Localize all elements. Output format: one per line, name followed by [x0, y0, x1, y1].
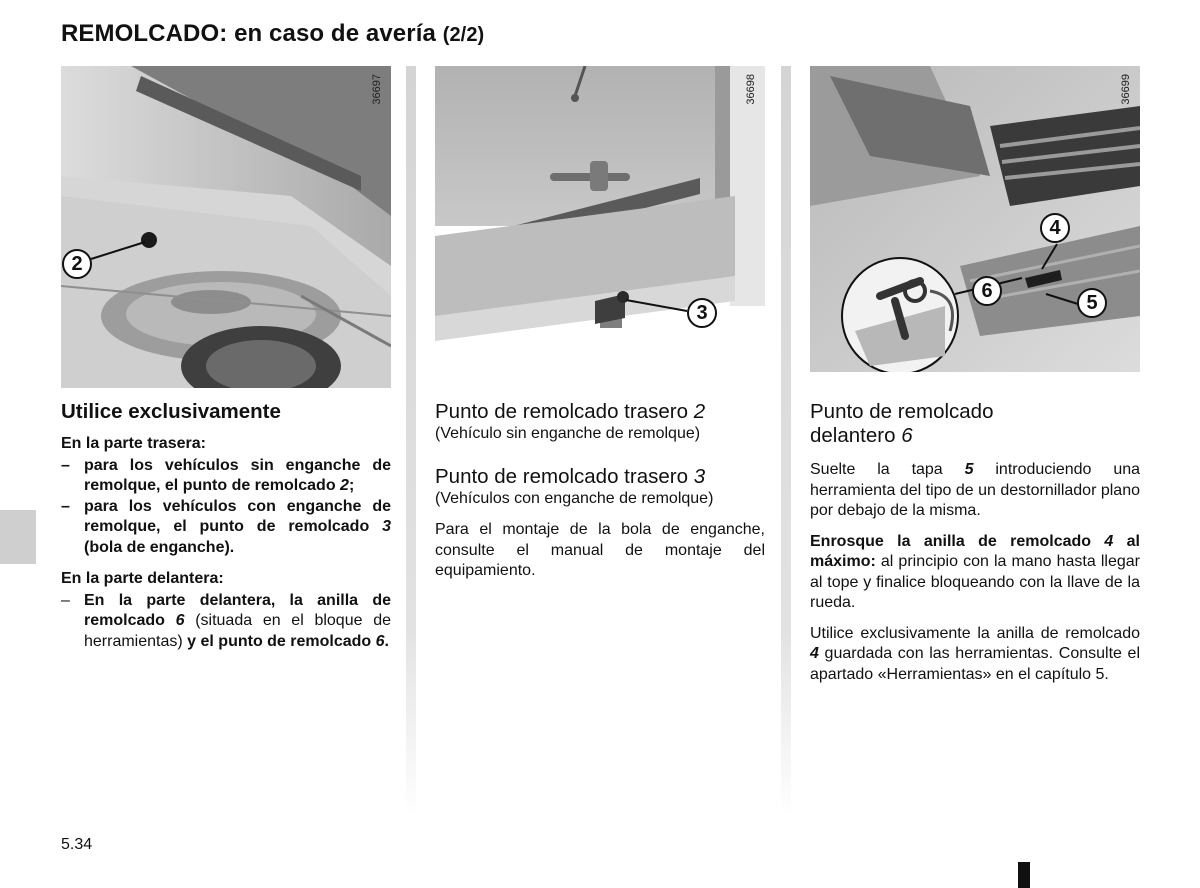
section-heading: Punto de remolcado trasero 2: [435, 400, 706, 423]
column-separator: [406, 66, 416, 816]
illustration-rear-tow-point: [435, 66, 765, 366]
figure-number: 36699: [1120, 74, 1132, 105]
column-separator: [781, 66, 791, 816]
callout-2: 2: [62, 249, 92, 279]
callout-3: 3: [687, 298, 717, 328]
figure-front-tow-point: [810, 66, 1140, 372]
section-heading: Punto de remolcado delantero 6: [810, 400, 994, 447]
page-number: 5.34: [61, 836, 93, 853]
paragraph: Utilice exclusivamente la anilla de remolcado 4 guardada con las herramientas. Consulte el apartado «Herramientas» en el capítulo 5.: [810, 624, 1140, 683]
figure-rear-tow-point: [435, 66, 765, 366]
chapter-side-tab: [0, 510, 36, 564]
paragraph: Para el montaje de la bola de enganche, consulte el manual de montaje del equipamiento.: [435, 521, 765, 579]
rear-list: [61, 456, 391, 559]
callout-5: 5: [1077, 288, 1107, 318]
paragraph: Suelte la tapa 5 introduciendo una herramienta del tipo de un destornillador plano por debajo de la misma.: [810, 461, 1141, 519]
front-list: [61, 591, 391, 653]
page-title: [61, 20, 484, 48]
section-heading: Punto de remolcado trasero 3: [435, 465, 706, 488]
page-title-main: REMOLCADO: en caso de avería: [61, 20, 436, 47]
figure-number: 36697: [371, 74, 383, 105]
list-item: – En la parte delantera, la anilla de remolcado 6 (situada en el bloque de herramientas) y el punto de remolcado 6.: [61, 591, 391, 653]
page-edge-mark: [1018, 862, 1030, 888]
callout-6: 6: [972, 276, 1002, 306]
section-subheading: (Vehículos con enganche de remolque): [435, 490, 714, 507]
column-rear-tow-points: [435, 400, 765, 582]
figure-number: 36698: [745, 74, 757, 105]
section-subheading: (Vehículo sin enganche de remolque): [435, 425, 701, 442]
figure-rear-underside: [61, 66, 391, 388]
illustration-rear-underside: [61, 66, 391, 388]
list-item: – para los vehículos con enganche de remolque, el punto de remolcado 3 (bola de enganche).: [61, 497, 391, 559]
rear-label: En la parte trasera:: [61, 435, 206, 452]
paragraph: Enrosque la anilla de remolcado 4 al máximo: al principio con la mano hasta llegar al tope y finalice bloqueando con la llave de la rueda.: [810, 532, 1140, 611]
front-label: En la parte delantera:: [61, 570, 224, 587]
callout-4: 4: [1040, 213, 1070, 243]
page-title-suffix: (2/2): [442, 24, 485, 46]
illustration-front-tow-point: [810, 66, 1140, 372]
section-heading: Utilice exclusivamente: [61, 400, 281, 423]
column-use-only: [61, 400, 391, 652]
list-item: – para los vehículos sin enganche de remolque, el punto de remolcado 2;: [61, 456, 391, 497]
column-front-tow-point: [810, 400, 1140, 685]
